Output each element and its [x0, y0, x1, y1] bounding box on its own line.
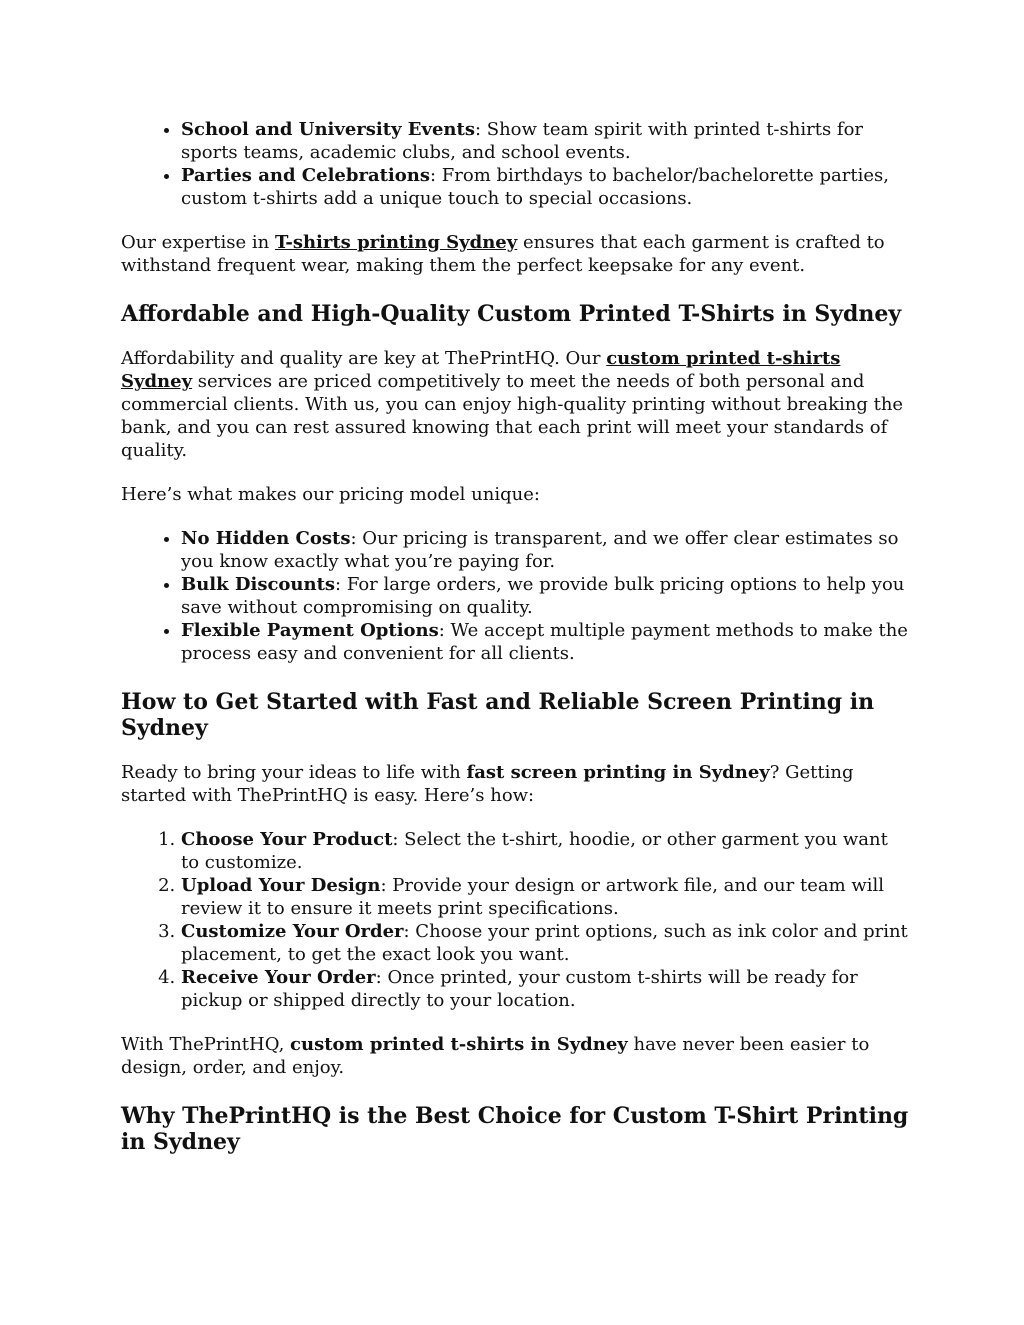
expertise-paragraph: Our expertise in T-shirts printing Sydney ensures that each garment is crafted to withstand frequent wear, making them the perfect keepsake for any event.: [121, 232, 885, 276]
list-item: [181, 619, 911, 665]
list-item-title: Choose Your Product: [181, 829, 393, 850]
list-item-title: Customize Your Order: [181, 921, 404, 942]
events-list: [121, 118, 911, 210]
list-item-title: Bulk Discounts: [181, 574, 336, 595]
list-item-title: Parties and Celebrations: [181, 165, 430, 186]
get-started-heading: How to Get Started with Fast and Reliable Screen Printing in Sydney: [121, 689, 875, 741]
pricing-intro-paragraph: Here’s what makes our pricing model unique:: [121, 484, 540, 505]
list-item-title: School and University Events: [181, 119, 475, 140]
list-item-text: : Show team spirit with printed t-shirts for sports teams, academic clubs, and school events.: [181, 119, 864, 163]
get-started-paragraph: Ready to bring your ideas to life with fast screen printing in Sydney? Getting started with ThePrintHQ is easy. Here’s how:: [121, 762, 854, 806]
list-item: [181, 874, 911, 920]
list-item-text: : We accept multiple payment methods to make the process easy and convenient for all clients.: [181, 620, 908, 664]
list-item: [181, 573, 911, 619]
list-item: [181, 828, 911, 874]
pricing-list: [121, 527, 911, 665]
closing-paragraph: With ThePrintHQ, custom printed t-shirts in Sydney have never been easier to design, order, and enjoy.: [121, 1034, 870, 1078]
list-item: [181, 118, 911, 164]
affordable-heading: Affordable and High-Quality Custom Printed T-Shirts in Sydney: [121, 301, 902, 327]
steps-list: [121, 828, 911, 1012]
list-item-title: Upload Your Design: [181, 875, 381, 896]
tshirts-printing-sydney-link[interactable]: T-shirts printing Sydney: [274, 232, 518, 253]
list-item-title: Flexible Payment Options: [181, 620, 439, 641]
list-item: [181, 966, 911, 1012]
list-item: [181, 527, 911, 573]
custom-printed-tshirts-sydney-link[interactable]: custom printed t-shirts Sydney: [121, 348, 841, 392]
document-content: [121, 118, 911, 1155]
list-item-text: : Once printed, your custom t-shirts will be ready for pickup or shipped directly to your location.: [181, 967, 858, 1011]
list-item-title: Receive Your Order: [181, 967, 376, 988]
list-item: [181, 920, 911, 966]
list-item-text: : Our pricing is transparent, and we offer clear estimates so you know exactly what you’re paying for.: [181, 528, 899, 572]
list-item-text: : Choose your print options, such as ink color and print placement, to get the exact look you want.: [181, 921, 908, 965]
list-item: [181, 164, 911, 210]
list-item-text: : From birthdays to bachelor/bachelorette parties, custom t-shirts add a unique touch to special occasions.: [181, 165, 889, 209]
why-heading: Why ThePrintHQ is the Best Choice for Custom T-Shirt Printing in Sydney: [121, 1103, 909, 1155]
list-item-text: : Provide your design or artwork file, and our team will review it to ensure it meets print specifications.: [181, 875, 885, 919]
list-item-title: No Hidden Costs: [181, 528, 351, 549]
affordable-paragraph: Affordability and quality are key at ThePrintHQ. Our custom printed t-shirts Sydney services are priced competitively to meet the needs of both personal and commercial clients. With us, you can enjoy high-quality printing without breaking the bank, and you can rest assured knowing that each print will meet your standards of quality.: [121, 348, 904, 461]
list-item-text: : Select the t-shirt, hoodie, or other garment you want to customize.: [181, 829, 888, 873]
list-item-text: : For large orders, we provide bulk pricing options to help you save without compromising on quality.: [181, 574, 905, 618]
